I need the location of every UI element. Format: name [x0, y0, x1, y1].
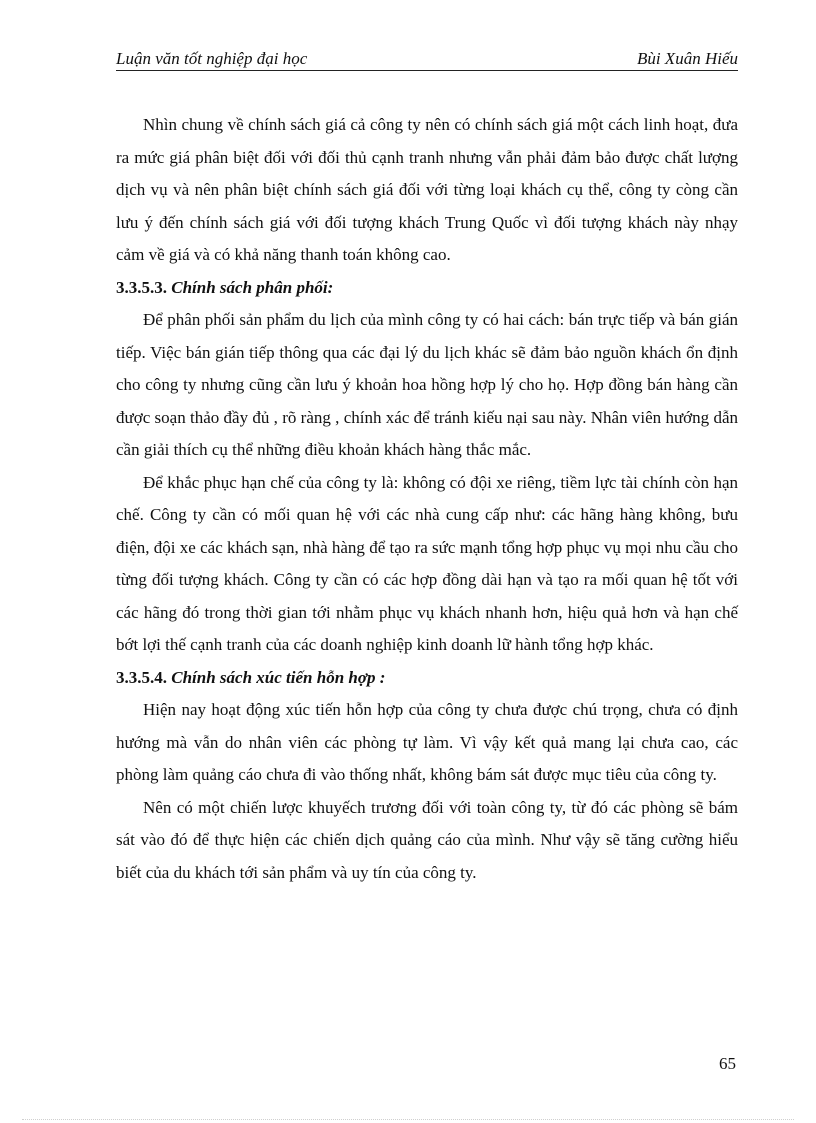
section-heading-distribution — [116, 272, 738, 305]
header-author-name: Bùi Xuân Hiếu — [636, 49, 738, 68]
section-heading-promotion — [116, 662, 738, 695]
paragraph-pricing-summary: Nhìn chung về chính sách giá cả công ty nên có chính sách giá một cách linh hoạt, đưa ra mức giá phân biệt đối với đối thủ cạnh tranh nhưng vẫn phải đảm bảo được chất lượng dịch vụ và nên phân biệt chính sách giá đối với từng loại khách cụ thể, công ty còng cần lưu ý đến chính sách giá với đối tượng khách Trung Quốc vì đối tượng khách này nhạy cảm về giá và có khả năng thanh toán không cao. — [116, 115, 738, 264]
header-thesis-title: Luận văn tốt nghiệp đại học — [116, 49, 308, 68]
paragraph-promotion-strategy: Nên có một chiến lược khuyếch trương đối với toàn công ty, từ đó các phòng sẽ bám sát vào đó để thực hiện các chiến dịch quảng cáo của mình. Như vậy sẽ tăng cường hiểu biết của du khách tới sản phẩm và uy tín của công ty. — [116, 797, 738, 882]
page-number: 65 — [719, 1054, 736, 1073]
section-number: 3.3.5.3. — [116, 277, 167, 297]
paragraph-promotion-status: Hiện nay hoạt động xúc tiến hỗn hợp của công ty chưa được chú trọng, chưa có định hướng mà vẫn do nhân viên các phòng tự làm. Vì vậy kết quả mang lại chưa cao, các phòng làm quảng cáo chưa đi vào thống nhất, không bám sát được mục tiêu của công ty. — [116, 700, 738, 784]
section-title: Chính sách phân phối: — [171, 277, 334, 297]
section-title: Chính sách xúc tiến hỗn hợp : — [171, 667, 386, 687]
paragraph-supplier-relations: Để khắc phục hạn chế của công ty là: không có đội xe riêng, tiềm lực tài chính còn hạn chế. Công ty cần có mối quan hệ với các nhà cung cấp như: các hãng hàng không, bưu điện, đội xe các khách sạn, nhà hàng để tạo ra sức mạnh tổng hợp phục vụ mọi nhu cầu cho từng đối tượng khách. Công ty cần có các hợp đồng dài hạn và tạo ra mối quan hệ tốt với các hãng đó trong thời gian tới nhằm phục vụ khách nhanh hơn, hiệu quả hơn và hạn chế bớt lợi thế cạnh tranh của các doanh nghiệp kinh doanh lữ hành tổng hợp khác. — [116, 472, 738, 654]
paragraph-distribution-channels: Để phân phối sản phẩm du lịch của mình công ty có hai cách: bán trực tiếp và bán gián tiếp. Việc bán gián tiếp thông qua các đại lý du lịch khác sẽ đảm bảo nguồn khách ổn định cho công ty nhưng cũng cần lưu ý khoản hoa hồng hợp lý cho họ. Hợp đồng bán hàng cần được soạn thảo đầy đủ , rõ ràng , chính xác để tránh kiếu nại sau này. Nhân viên hướng dẫn cần giải thích cụ thể những điều khoản khách hàng thắc mắc. — [116, 310, 738, 459]
page-body — [116, 109, 738, 889]
section-number: 3.3.5.4. — [116, 667, 167, 687]
footer-divider — [22, 1119, 794, 1120]
page-header — [116, 48, 738, 71]
